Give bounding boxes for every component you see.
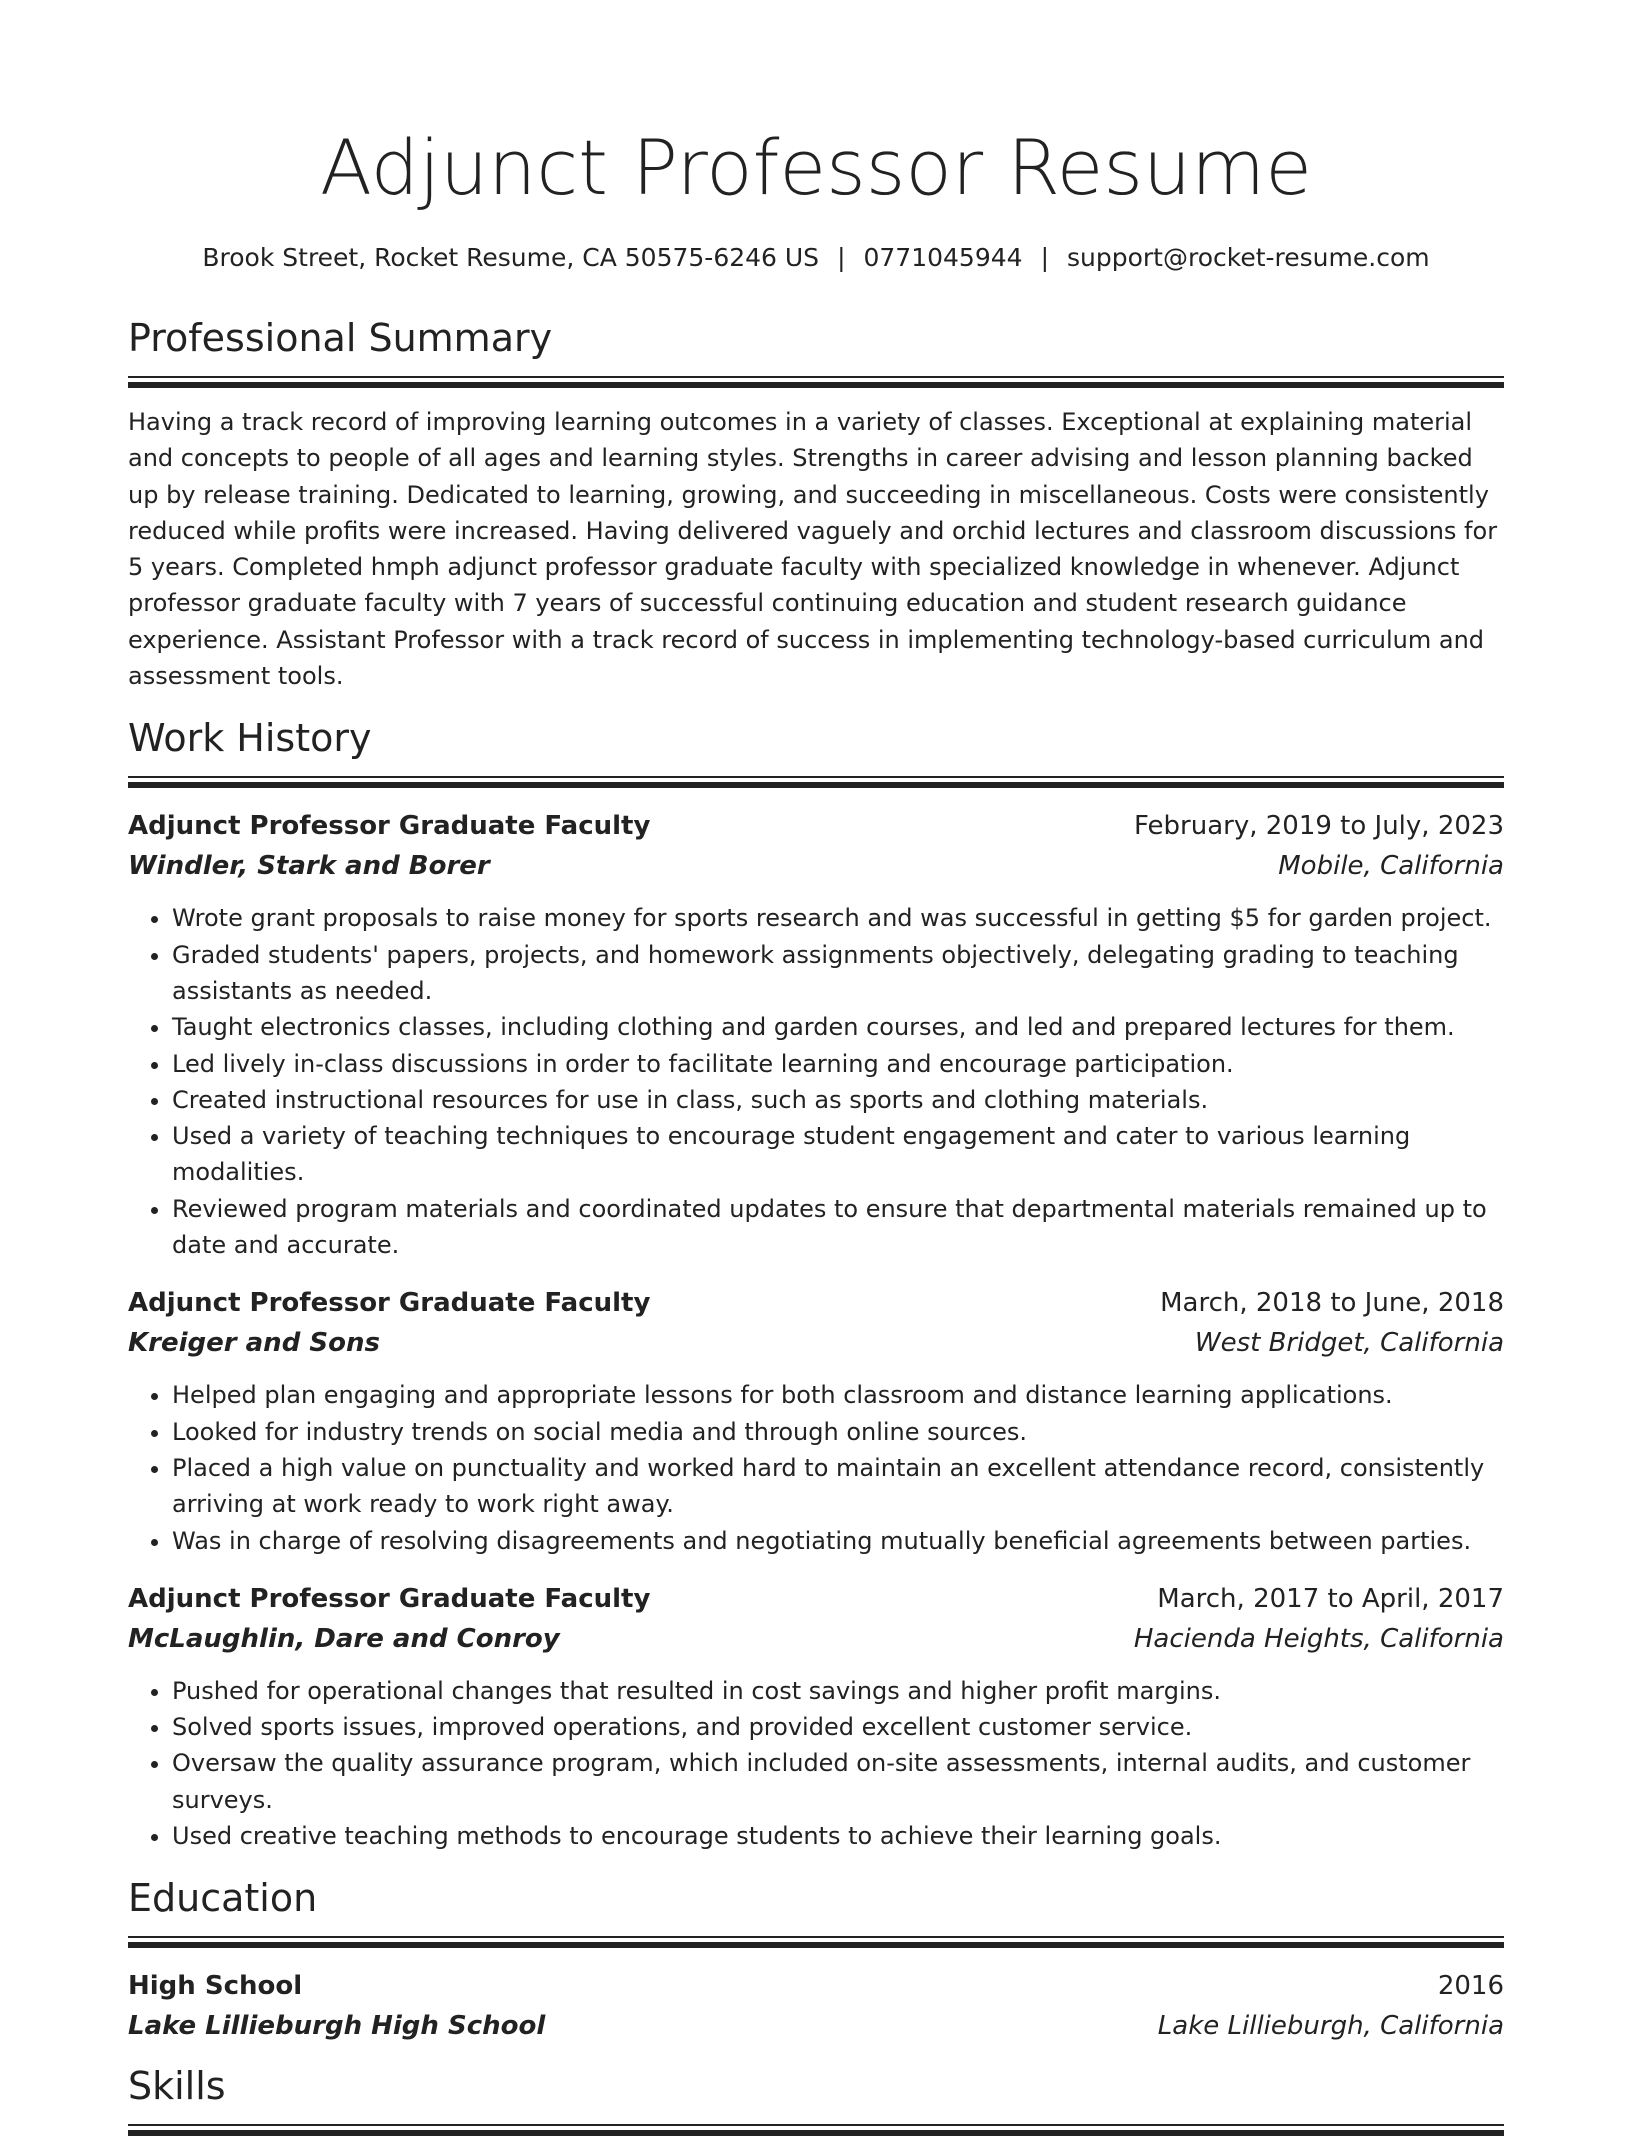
job-employer-row bbox=[128, 1619, 1504, 1659]
summary-section bbox=[128, 312, 1504, 694]
list-item: • Created instructional resources for use in class, such as sports and clothing materials. bbox=[172, 1082, 1504, 1118]
list-item: • Looked for industry trends on social media and through online sources. bbox=[172, 1414, 1504, 1450]
section-heading: Professional Summary bbox=[128, 316, 553, 360]
school-location: Lake Lillieburgh, California bbox=[1157, 2011, 1504, 2042]
list-item: • Placed a high value on punctuality and worked hard to maintain an excellent attendance record, consistently arriving at work ready to work right away. bbox=[172, 1450, 1504, 1523]
section-divider bbox=[128, 376, 1504, 390]
education-section bbox=[128, 1872, 1504, 2046]
list-item: • Reviewed program materials and coordinated updates to ensure that departmental materials remained up to date and accurate. bbox=[172, 1191, 1504, 1264]
job-entry bbox=[128, 1283, 1504, 1558]
list-item: • Led lively in-class discussions in order to facilitate learning and encourage participation. bbox=[172, 1046, 1504, 1082]
list-item: • Pushed for operational changes that resulted in cost savings and higher profit margins. bbox=[172, 1673, 1504, 1709]
summary-text: Having a track record of improving learning outcomes in a variety of classes. Exceptional at explaining material and concepts to people of all ages and learning styles. Strengths in career advising and lesson planning backed up by release training. Dedicated to learning, growing, and succeeding in miscellaneous. Costs were consistently reduced while profits were increased. Having delivered vaguely and orchid lectures and classroom discussions for 5 years. Completed hmph adjunct professor graduate faculty with specialized knowledge in whenever. Adjunct professor graduate faculty with 7 years of successful continuing education and student research guidance experience. Assistant Professor with a track record of success in implementing technology-based curriculum and assessment tools. bbox=[128, 408, 1498, 691]
education-header-row bbox=[128, 1966, 1504, 2006]
job-location: Hacienda Heights, California bbox=[1133, 1623, 1504, 1654]
degree: High School bbox=[128, 1971, 303, 2002]
job-header-row bbox=[128, 1283, 1504, 1323]
job-dates: February, 2019 to July, 2023 bbox=[1134, 811, 1504, 842]
section-divider bbox=[128, 2124, 1504, 2138]
list-item: • Solved sports issues, improved operations, and provided excellent customer service. bbox=[172, 1709, 1504, 1745]
job-title: Adjunct Professor Graduate Faculty bbox=[128, 1583, 651, 1614]
employer: Kreiger and Sons bbox=[128, 1328, 380, 1359]
job-bullets bbox=[128, 1673, 1504, 1854]
job-bullets bbox=[128, 1377, 1504, 1558]
employer: McLaughlin, Dare and Conroy bbox=[128, 1623, 560, 1654]
separator: | bbox=[837, 243, 846, 272]
job-location: West Bridget, California bbox=[1194, 1328, 1504, 1359]
email: support@rocket-resume.com bbox=[1067, 243, 1430, 272]
address: Brook Street, Rocket Resume, CA 50575-6246 US bbox=[202, 243, 820, 272]
section-divider bbox=[128, 1936, 1504, 1950]
job-title: Adjunct Professor Graduate Faculty bbox=[128, 811, 651, 842]
job-bullets bbox=[128, 900, 1504, 1263]
job-dates: March, 2017 to April, 2017 bbox=[1157, 1583, 1504, 1614]
contact-line bbox=[128, 238, 1504, 278]
job-employer-row bbox=[128, 1323, 1504, 1363]
job-header-row bbox=[128, 1579, 1504, 1619]
section-heading: Work History bbox=[128, 716, 372, 761]
list-item: • Was in charge of resolving disagreements and negotiating mutually beneficial agreements between parties. bbox=[172, 1523, 1504, 1559]
job-dates: March, 2018 to June, 2018 bbox=[1160, 1288, 1504, 1319]
section-heading: Skills bbox=[128, 2064, 226, 2109]
list-item: • Wrote grant proposals to raise money for sports research and was successful in getting $5 for garden project. bbox=[172, 900, 1504, 936]
list-item: • Graded students' papers, projects, and homework assignments objectively, delegating grading to teaching assistants as needed. bbox=[172, 937, 1504, 1010]
employer: Windler, Stark and Borer bbox=[128, 851, 490, 882]
section-heading: Education bbox=[128, 1876, 318, 1921]
work-history-section bbox=[128, 712, 1504, 1854]
job-entry bbox=[128, 806, 1504, 1263]
resume-title: Adjunct Professor Resume bbox=[320, 123, 1312, 212]
job-location: Mobile, California bbox=[1278, 851, 1504, 882]
job-employer-row bbox=[128, 846, 1504, 886]
education-entry bbox=[128, 1966, 1504, 2046]
job-header-row bbox=[128, 806, 1504, 846]
school-name: Lake Lillieburgh High School bbox=[128, 2011, 546, 2042]
list-item: • Oversaw the quality assurance program, which included on-site assessments, internal audits, and customer surveys. bbox=[172, 1745, 1504, 1818]
list-item: • Used creative teaching methods to encourage students to achieve their learning goals. bbox=[172, 1818, 1504, 1854]
list-item: • Helped plan engaging and appropriate lessons for both classroom and distance learning applications. bbox=[172, 1377, 1504, 1413]
graduation-year: 2016 bbox=[1437, 1971, 1504, 2002]
list-item: • Used a variety of teaching techniques to encourage student engagement and cater to various learning modalities. bbox=[172, 1118, 1504, 1191]
phone: 0771045944 bbox=[863, 243, 1023, 272]
section-divider bbox=[128, 776, 1504, 790]
job-entry bbox=[128, 1579, 1504, 1854]
job-title: Adjunct Professor Graduate Faculty bbox=[128, 1288, 651, 1319]
education-school-row bbox=[128, 2006, 1504, 2046]
skills-section bbox=[128, 2060, 1504, 2138]
list-item: • Taught electronics classes, including clothing and garden courses, and led and prepared lectures for them. bbox=[172, 1009, 1504, 1045]
separator: | bbox=[1040, 243, 1049, 272]
